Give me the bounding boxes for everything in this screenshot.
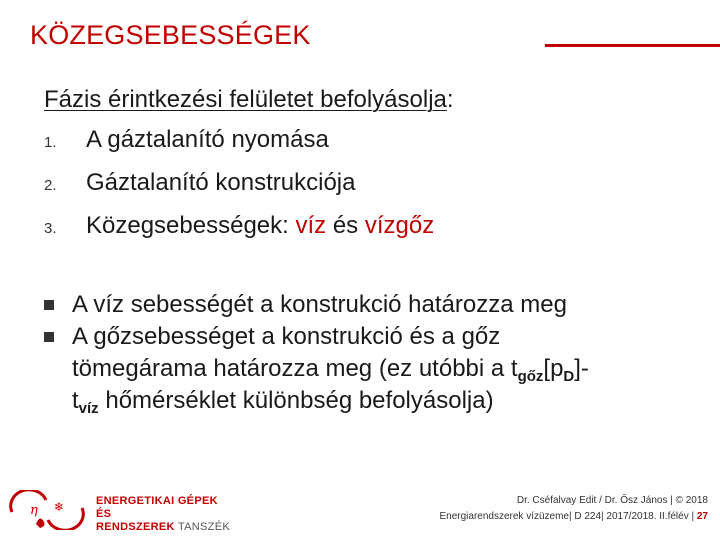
item-text-part: : <box>282 212 296 239</box>
title-rule <box>545 44 720 47</box>
bullet-text: A víz sebességét a konstrukció határozza meg <box>72 291 567 318</box>
item-number: 2. <box>44 177 57 194</box>
bullet-2 <box>44 321 704 353</box>
footer-info <box>439 493 708 525</box>
bullet-text: A gőzsebességet a konstrukció és a gőz <box>72 323 501 350</box>
bullet-2-continuation <box>44 353 704 385</box>
logo-text <box>96 495 236 534</box>
subscript-d: D <box>563 368 575 385</box>
item-text-part: és <box>326 212 365 239</box>
footer-course-text: Energiarendszerek vízüzeme| D 224| 2017/2018. II.félév | <box>439 511 697 522</box>
department-logo <box>6 490 236 533</box>
bullet-text-part: t <box>72 387 79 414</box>
item-text <box>86 206 434 246</box>
logo-line-1: ENERGETIKAI GÉPEK ÉS <box>96 495 218 520</box>
item-text: Gáztalanító konstrukciója <box>86 169 356 196</box>
slide-title: KÖZEGSEBESSÉGEK <box>30 20 311 50</box>
bullet-text-part: [p <box>543 355 564 382</box>
item-number: 3. <box>44 220 57 237</box>
item-text: A gáztalanító nyomása <box>86 126 329 153</box>
highlight-steam: vízgőz <box>364 212 435 239</box>
bullet-2-continuation-2 <box>44 385 704 417</box>
subscript-viz: víz <box>78 400 99 417</box>
numbered-item-3 <box>44 206 704 249</box>
logo-line-2b: TANSZÉK <box>174 521 230 533</box>
numbered-item-1 <box>44 120 704 163</box>
bullet-text-part: ]- <box>574 355 589 382</box>
square-bullet-icon <box>44 332 54 342</box>
slide-content <box>44 80 704 417</box>
intro-line <box>44 80 704 120</box>
intro-colon: : <box>446 86 454 113</box>
bullet-text-part: tömegárama határozza meg (ez utóbbi a t <box>72 355 518 382</box>
svg-text:η: η <box>30 503 38 518</box>
item-number: 1. <box>44 134 57 151</box>
highlight-water: víz <box>295 212 327 239</box>
logo-line-2 <box>96 521 236 534</box>
square-bullet-icon <box>44 300 54 310</box>
page-number: 27 <box>696 511 708 522</box>
svg-text:❄: ❄ <box>54 500 65 514</box>
numbered-item-2 <box>44 163 704 206</box>
department-logo-icon <box>6 490 88 530</box>
footer-credit: Dr. Cséfalvay Edit / Dr. Ősz János | © 2018 <box>516 495 708 506</box>
logo-line-2a: RENDSZEREK <box>96 521 175 533</box>
bullet-text-part: hőmérséklet különbség befolyásolja) <box>98 387 494 414</box>
subscript-goz: gőz <box>517 368 544 385</box>
bullet-1 <box>44 289 704 321</box>
intro-label: Fázis érintkezési felületet befolyásolja <box>44 86 447 113</box>
footer-course <box>439 509 708 525</box>
item-text-part: Közegsebességek <box>86 212 283 239</box>
